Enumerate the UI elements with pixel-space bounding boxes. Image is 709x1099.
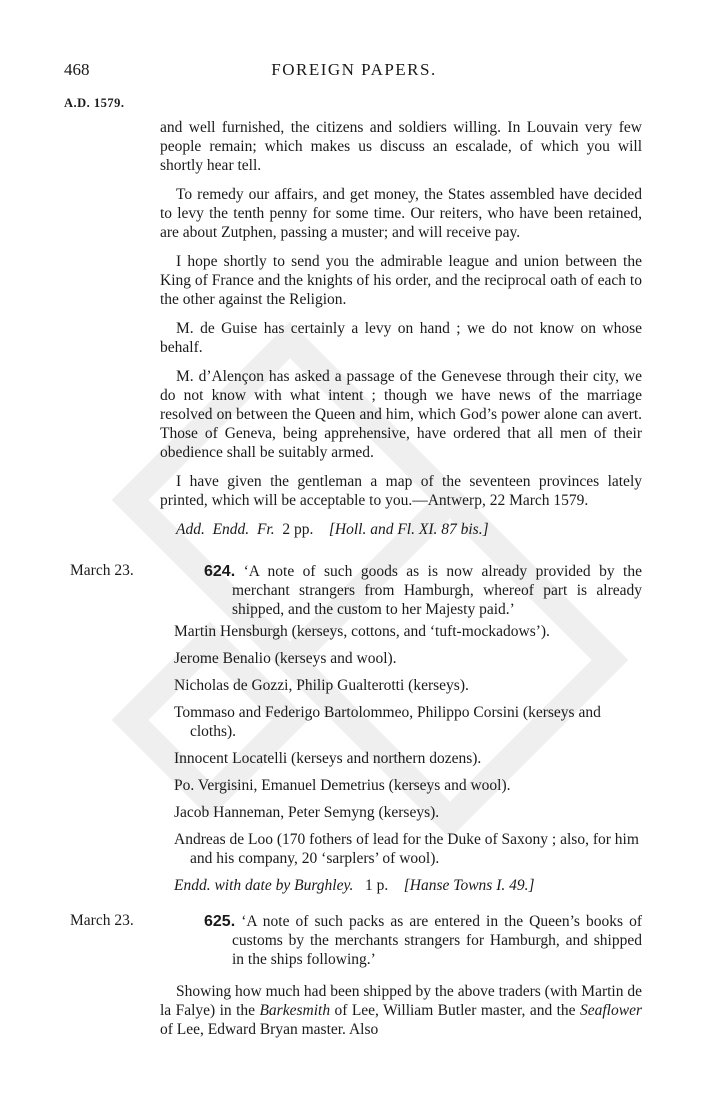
entry-title-block xyxy=(204,912,642,969)
text-part: Showing how much had been shipped by the above traders (with Martin de la Falye) in the xyxy=(160,983,642,1019)
goods-list xyxy=(174,622,642,903)
list-item: Nicholas de Gozzi, Philip Gualterotti (kerseys). xyxy=(174,677,469,694)
ref-endd: Endd. with date by Burghley. xyxy=(174,877,354,894)
entry-heading xyxy=(204,562,642,619)
list-item: Martin Hensburgh (kerseys, cottons, and ‘tuft-mockadows’). xyxy=(174,623,550,640)
paragraph: To remedy our affairs, and get money, the States assembled have decided to levy the tenth penny for some time. Our reiters, who have been retained, are about Zutphen, passing a muster; and will receive pay. xyxy=(160,186,642,241)
list-item: Innocent Locatelli (kerseys and northern dozens). xyxy=(174,750,482,767)
entry-title: ‘A note of such packs as are entered in the Queen’s books of customs by the merchants strangers for Hamburgh, and shipped in the ships following.’ xyxy=(232,913,643,968)
text-part: of Lee, Edward Bryan master. Also xyxy=(160,1021,379,1038)
ref-pages: 1 p. xyxy=(365,877,389,894)
paragraph xyxy=(160,982,642,1039)
page-header xyxy=(64,60,644,84)
entry-625-text xyxy=(160,982,642,1049)
ref-endd: Endd. xyxy=(212,521,250,538)
paragraph: I have given the gentleman a map of the seventeen provinces lately printed, which will be acceptable to you.—Antwerp, 22 March 1579. xyxy=(160,473,642,509)
ref-fr: Fr. xyxy=(256,521,275,538)
page-number: 468 xyxy=(64,60,90,79)
entry-date: March 23. xyxy=(70,562,134,579)
ref-add: Add. xyxy=(176,521,205,538)
ship-name: Seaflower xyxy=(580,1002,642,1019)
ref-source: [Holl. and Fl. XI. 87 bis.] xyxy=(328,521,489,538)
text-part: of Lee, William Butler master, and the xyxy=(334,1002,576,1019)
paragraph: M. de Guise has certainly a levy on hand ; we do not know on whose behalf. xyxy=(160,320,642,356)
ref-source: [Hanse Towns I. 49.] xyxy=(403,877,535,894)
list-item: Po. Vergisini, Emanuel Demetrius (kerseys and wool). xyxy=(174,777,511,794)
paragraph: I hope shortly to send you the admirable league and union between the King of France and the knights of his order, and the reciprocal oath of each to the other against the Religion. xyxy=(160,253,642,308)
list-item: Andreas de Loo (170 fothers of lead for the Duke of Saxony ; also, for him and his company, 20 ‘sarplers’ of wool). xyxy=(174,831,639,867)
list-item: Tommaso and Federigo Bartolommeo, Philippo Corsini (kerseys and cloths). xyxy=(174,704,601,740)
ref-pages: 2 pp. xyxy=(282,521,314,538)
ship-name: Barkesmith xyxy=(259,1002,331,1019)
running-title: FOREIGN PAPERS. xyxy=(271,60,437,79)
entry-number: 625. xyxy=(204,913,236,930)
continuation-text xyxy=(160,118,642,549)
entry-heading xyxy=(204,912,642,969)
entry-title: ‘A note of such goods as is now already provided by the merchant strangers from Hamburgh, whereof part is already shipped, and the custom to her Majesty paid.’ xyxy=(232,563,642,618)
list-item: Jacob Hanneman, Peter Semyng (kerseys). xyxy=(174,804,440,821)
paragraph: and well furnished, the citizens and soldiers willing. In Louvain very few people remain; which makes us discuss an escalade, of which you will shortly hear tell. xyxy=(160,119,642,174)
entry-title-block xyxy=(204,562,642,619)
entry-date: March 23. xyxy=(70,912,134,929)
margin-year: A.D. 1579. xyxy=(64,96,125,110)
entry-number: 624. xyxy=(204,563,236,580)
paragraph: M. d’Alençon has asked a passage of the Genevese through their city, we do not know with what intent ; though we have news of the marriage resolved on between the Queen and him, which God’s power alone can avert. Those of Geneva, being apprehensive, have ordered that all men of their obedience shall be suitably armed. xyxy=(160,368,642,461)
list-item: Jerome Benalio (kerseys and wool). xyxy=(174,650,397,667)
source-reference xyxy=(174,876,642,895)
source-reference xyxy=(160,520,642,539)
